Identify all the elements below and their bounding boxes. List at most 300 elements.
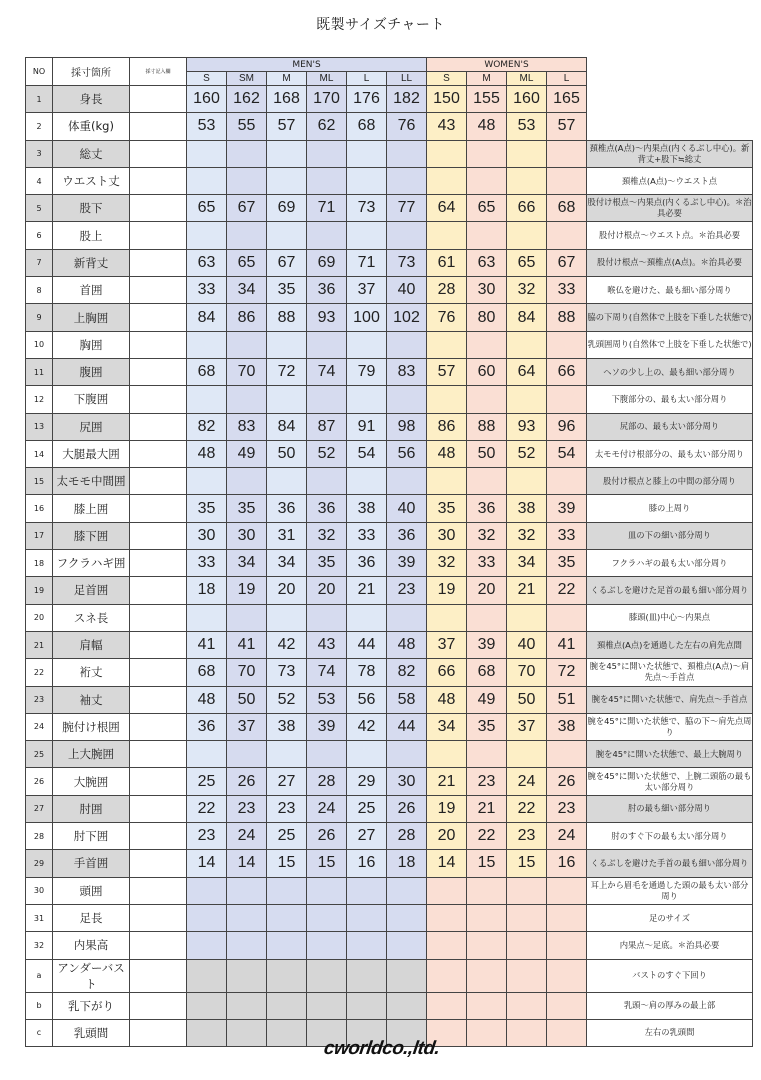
measurement-entry-cell[interactable]	[130, 522, 187, 549]
womens-size-value: 66	[427, 659, 467, 686]
header-location: 採寸箇所	[53, 58, 130, 86]
row-number: a	[26, 959, 53, 992]
womens-size-value	[507, 222, 547, 249]
mens-size-value: 30	[387, 768, 427, 795]
womens-size-value: 65	[507, 249, 547, 276]
measurement-note: 腕を45°に開いた状態で、最上大腕周り	[587, 741, 753, 768]
measurement-entry-cell[interactable]	[130, 167, 187, 194]
row-number: 21	[26, 631, 53, 658]
header-mens-size: ML	[307, 72, 347, 86]
row-number: 26	[26, 768, 53, 795]
womens-size-value: 60	[467, 358, 507, 385]
measurement-label: 内果高	[53, 932, 130, 959]
womens-size-value	[467, 604, 507, 631]
womens-size-value	[507, 959, 547, 992]
measurement-entry-cell[interactable]	[130, 850, 187, 877]
table-row	[26, 659, 753, 686]
mens-size-value: 68	[187, 659, 227, 686]
measurement-label: 大腕囲	[53, 768, 130, 795]
row-number: 14	[26, 440, 53, 467]
measurement-entry-cell[interactable]	[130, 495, 187, 522]
womens-size-value: 38	[507, 495, 547, 522]
womens-size-value: 21	[467, 795, 507, 822]
womens-size-value: 35	[467, 713, 507, 740]
mens-size-value: 67	[267, 249, 307, 276]
header-no: NO	[26, 58, 53, 86]
mens-size-value: 22	[187, 795, 227, 822]
womens-size-value: 36	[467, 495, 507, 522]
womens-size-value	[547, 932, 587, 959]
womens-size-value	[467, 992, 507, 1019]
measurement-label: 新背丈	[53, 249, 130, 276]
womens-size-value: 66	[547, 358, 587, 385]
womens-size-value	[467, 468, 507, 495]
measurement-entry-cell[interactable]	[130, 440, 187, 467]
mens-size-value	[387, 959, 427, 992]
measurement-entry-cell[interactable]	[130, 795, 187, 822]
mens-size-value: 24	[307, 795, 347, 822]
womens-size-value: 20	[427, 823, 467, 850]
measurement-note: くるぶしを避けた足首の最も細い部分周り	[587, 577, 753, 604]
mens-size-value	[267, 331, 307, 358]
mens-size-value: 30	[227, 522, 267, 549]
womens-size-value: 32	[507, 522, 547, 549]
womens-size-value	[547, 386, 587, 413]
table-row	[26, 195, 753, 222]
womens-size-value	[507, 386, 547, 413]
table-row	[26, 768, 753, 795]
measurement-entry-cell[interactable]	[130, 140, 187, 167]
mens-size-value	[227, 604, 267, 631]
womens-size-value	[427, 386, 467, 413]
measurement-label: アンダーバスト	[53, 959, 130, 992]
row-number: 3	[26, 140, 53, 167]
womens-size-value: 48	[467, 113, 507, 140]
mens-size-value	[307, 140, 347, 167]
measurement-label: 股上	[53, 222, 130, 249]
mens-size-value	[267, 604, 307, 631]
mens-size-value: 84	[267, 413, 307, 440]
table-row	[26, 413, 753, 440]
mens-size-value: 23	[267, 795, 307, 822]
mens-size-value: 83	[227, 413, 267, 440]
row-number: 31	[26, 904, 53, 931]
womens-size-value: 57	[427, 358, 467, 385]
mens-size-value	[387, 904, 427, 931]
mens-size-value	[267, 140, 307, 167]
mens-size-value	[267, 959, 307, 992]
womens-size-value: 41	[547, 631, 587, 658]
measurement-entry-cell[interactable]	[130, 932, 187, 959]
measurement-note: 喉仏を避けた、最も細い部分周り	[587, 277, 753, 304]
womens-size-value: 68	[547, 195, 587, 222]
womens-size-value	[507, 140, 547, 167]
womens-size-value	[507, 604, 547, 631]
womens-size-value	[547, 140, 587, 167]
measurement-entry-cell[interactable]	[130, 195, 187, 222]
mens-size-value	[347, 992, 387, 1019]
womens-size-value	[467, 331, 507, 358]
table-row	[26, 631, 753, 658]
measurement-entry-cell[interactable]	[130, 741, 187, 768]
mens-size-value: 55	[227, 113, 267, 140]
womens-size-value: 63	[467, 249, 507, 276]
mens-size-value: 48	[387, 631, 427, 658]
mens-size-value: 43	[307, 631, 347, 658]
measurement-note: 内果点〜足底。＊治具必要	[587, 932, 753, 959]
table-row	[26, 113, 753, 140]
mens-size-value	[347, 222, 387, 249]
table-row	[26, 932, 753, 959]
womens-size-value: 88	[467, 413, 507, 440]
mens-size-value: 23	[227, 795, 267, 822]
mens-size-value: 21	[347, 577, 387, 604]
mens-size-value: 82	[387, 659, 427, 686]
mens-size-value	[387, 604, 427, 631]
measurement-entry-cell[interactable]	[130, 823, 187, 850]
mens-size-value	[307, 222, 347, 249]
note-empty	[587, 86, 753, 113]
header-notes-spacer	[587, 72, 753, 86]
mens-size-value: 36	[387, 522, 427, 549]
measurement-entry-cell[interactable]	[130, 686, 187, 713]
mens-size-value: 42	[267, 631, 307, 658]
measurement-entry-cell[interactable]	[130, 604, 187, 631]
womens-size-value	[467, 167, 507, 194]
womens-size-value	[507, 741, 547, 768]
mens-size-value: 35	[267, 277, 307, 304]
mens-size-value: 18	[187, 577, 227, 604]
row-number: 13	[26, 413, 53, 440]
mens-size-value	[227, 877, 267, 904]
mens-size-value: 36	[267, 495, 307, 522]
mens-size-value	[267, 468, 307, 495]
company-logo: cworldco.,ltd.	[322, 1038, 441, 1059]
measurement-note: 脇の下周り(自然体で上肢を下垂した状態で)	[587, 304, 753, 331]
womens-size-value	[547, 604, 587, 631]
mens-size-value	[307, 992, 347, 1019]
womens-size-value: 23	[467, 768, 507, 795]
mens-size-value: 15	[307, 850, 347, 877]
header-womens-size: M	[467, 72, 507, 86]
row-number: 5	[26, 195, 53, 222]
womens-size-value: 54	[547, 440, 587, 467]
womens-size-value	[427, 222, 467, 249]
womens-size-value	[467, 386, 507, 413]
measurement-label: 上大腕囲	[53, 741, 130, 768]
measurement-label: 頭囲	[53, 877, 130, 904]
mens-size-value: 73	[267, 659, 307, 686]
mens-size-value: 23	[387, 577, 427, 604]
womens-size-value: 15	[507, 850, 547, 877]
mens-size-value: 82	[187, 413, 227, 440]
measurement-entry-cell[interactable]	[130, 631, 187, 658]
mens-size-value	[387, 222, 427, 249]
mens-size-value: 26	[307, 823, 347, 850]
row-number: 9	[26, 304, 53, 331]
measurement-label: フクラハギ囲	[53, 550, 130, 577]
mens-size-value: 72	[267, 358, 307, 385]
measurement-entry-cell[interactable]	[130, 877, 187, 904]
womens-size-value: 39	[547, 495, 587, 522]
measurement-entry-cell[interactable]	[130, 113, 187, 140]
header-mens-size: L	[347, 72, 387, 86]
table-row	[26, 904, 753, 931]
measurement-entry-cell[interactable]	[130, 358, 187, 385]
table-row	[26, 167, 753, 194]
row-number: 23	[26, 686, 53, 713]
mens-size-value	[187, 604, 227, 631]
header-womens-size: S	[427, 72, 467, 86]
measurement-entry-cell[interactable]	[130, 659, 187, 686]
row-number: b	[26, 992, 53, 1019]
mens-size-value	[227, 331, 267, 358]
womens-size-value	[467, 741, 507, 768]
womens-size-value	[427, 468, 467, 495]
mens-size-value: 76	[387, 113, 427, 140]
mens-size-value	[267, 904, 307, 931]
measurement-entry-cell[interactable]	[130, 86, 187, 113]
measurement-note: 乳頭〜肩の厚みの最上部	[587, 992, 753, 1019]
mens-size-value: 39	[307, 713, 347, 740]
mens-size-value	[187, 222, 227, 249]
table-row	[26, 713, 753, 740]
mens-size-value: 73	[387, 249, 427, 276]
row-number: 10	[26, 331, 53, 358]
measurement-entry-cell[interactable]	[130, 304, 187, 331]
measurement-entry-cell[interactable]	[130, 904, 187, 931]
mens-size-value	[347, 140, 387, 167]
mens-size-value	[387, 140, 427, 167]
mens-size-value	[307, 959, 347, 992]
mens-size-value	[307, 604, 347, 631]
womens-size-value	[507, 468, 547, 495]
table-row	[26, 604, 753, 631]
measurement-entry-cell[interactable]	[130, 249, 187, 276]
womens-size-value: 51	[547, 686, 587, 713]
mens-size-value: 19	[227, 577, 267, 604]
womens-size-value	[427, 140, 467, 167]
mens-size-value: 69	[267, 195, 307, 222]
womens-size-value	[427, 959, 467, 992]
measurement-entry-cell[interactable]	[130, 768, 187, 795]
mens-size-value: 68	[347, 113, 387, 140]
measurement-entry-cell[interactable]	[130, 222, 187, 249]
mens-size-value: 88	[267, 304, 307, 331]
row-number: 7	[26, 249, 53, 276]
womens-size-value: 160	[507, 86, 547, 113]
womens-size-value	[547, 959, 587, 992]
mens-size-value: 15	[267, 850, 307, 877]
mens-size-value: 65	[187, 195, 227, 222]
mens-size-value: 52	[307, 440, 347, 467]
womens-size-value: 86	[427, 413, 467, 440]
mens-size-value: 37	[347, 277, 387, 304]
measurement-note: 股付け根点〜ウエスト点。＊治具必要	[587, 222, 753, 249]
mens-size-value: 182	[387, 86, 427, 113]
mens-size-value: 74	[307, 659, 347, 686]
womens-size-value: 40	[507, 631, 547, 658]
womens-size-value: 22	[507, 795, 547, 822]
measurement-note: 肘の最も細い部分周り	[587, 795, 753, 822]
measurement-label: 足長	[53, 904, 130, 931]
mens-size-value	[187, 904, 227, 931]
mens-size-value: 25	[267, 823, 307, 850]
mens-size-value: 20	[267, 577, 307, 604]
row-number: 30	[26, 877, 53, 904]
mens-size-value	[187, 386, 227, 413]
measurement-label: 尻囲	[53, 413, 130, 440]
measurement-entry-cell[interactable]	[130, 413, 187, 440]
womens-size-value: 49	[467, 686, 507, 713]
table-row	[26, 522, 753, 549]
mens-size-value: 39	[387, 550, 427, 577]
mens-size-value: 68	[187, 358, 227, 385]
mens-size-value	[187, 140, 227, 167]
mens-size-value: 48	[187, 686, 227, 713]
womens-size-value	[467, 877, 507, 904]
measurement-entry-cell[interactable]	[130, 992, 187, 1019]
womens-size-value	[467, 932, 507, 959]
measurement-note: 乳頭囲周り(自然体で上肢を下垂した状態で)	[587, 331, 753, 358]
measurement-label: 下腹囲	[53, 386, 130, 413]
page-title: 既製サイズチャート	[316, 17, 445, 33]
mens-size-value: 38	[267, 713, 307, 740]
womens-size-value	[547, 904, 587, 931]
measurement-entry-cell[interactable]	[130, 277, 187, 304]
mens-size-value	[387, 932, 427, 959]
womens-size-value: 66	[507, 195, 547, 222]
mens-size-value: 36	[307, 495, 347, 522]
measurement-note: ヘソの少し上の、最も細い部分周り	[587, 358, 753, 385]
mens-size-value: 50	[227, 686, 267, 713]
mens-size-value	[227, 992, 267, 1019]
womens-size-value	[547, 167, 587, 194]
mens-size-value	[227, 741, 267, 768]
header-womens-size: L	[547, 72, 587, 86]
measurement-label: 総丈	[53, 140, 130, 167]
row-number: 6	[26, 222, 53, 249]
womens-size-value: 150	[427, 86, 467, 113]
mens-size-value	[387, 386, 427, 413]
womens-size-value: 165	[547, 86, 587, 113]
mens-size-value: 79	[347, 358, 387, 385]
womens-size-value: 22	[467, 823, 507, 850]
measurement-entry-cell[interactable]	[130, 331, 187, 358]
womens-size-value: 23	[547, 795, 587, 822]
mens-size-value: 53	[187, 113, 227, 140]
measurement-label: 身長	[53, 86, 130, 113]
mens-size-value: 170	[307, 86, 347, 113]
mens-size-value	[227, 932, 267, 959]
table-row	[26, 86, 753, 113]
measurement-label: 体重(kg)	[53, 113, 130, 140]
measurement-note: 下腹部分の、最も太い部分周り	[587, 386, 753, 413]
measurement-entry-cell[interactable]	[130, 959, 187, 992]
womens-size-value: 50	[467, 440, 507, 467]
mens-size-value: 30	[187, 522, 227, 549]
womens-size-value: 68	[467, 659, 507, 686]
measurement-entry-cell[interactable]	[130, 550, 187, 577]
table-row	[26, 959, 753, 992]
table-row	[26, 468, 753, 495]
size-chart-table	[25, 57, 753, 1047]
measurement-label: 足首囲	[53, 577, 130, 604]
measurement-entry-cell[interactable]	[130, 577, 187, 604]
womens-size-value: 67	[547, 249, 587, 276]
row-number: c	[26, 1019, 53, 1046]
mens-size-value	[387, 741, 427, 768]
womens-size-value: 24	[547, 823, 587, 850]
mens-size-value: 26	[387, 795, 427, 822]
table-row	[26, 577, 753, 604]
measurement-entry-cell[interactable]	[130, 468, 187, 495]
table-row	[26, 386, 753, 413]
mens-size-value: 40	[387, 495, 427, 522]
mens-size-value	[267, 932, 307, 959]
mens-size-value: 31	[267, 522, 307, 549]
measurement-label: 肩幅	[53, 631, 130, 658]
womens-size-value	[467, 959, 507, 992]
womens-size-value: 15	[467, 850, 507, 877]
measurement-note: 膝頭(皿)中心〜内果点	[587, 604, 753, 631]
mens-size-value: 98	[387, 413, 427, 440]
mens-size-value: 56	[387, 440, 427, 467]
header-notes-spacer	[587, 58, 753, 72]
womens-size-value	[507, 877, 547, 904]
mens-size-value	[307, 904, 347, 931]
womens-size-value	[467, 140, 507, 167]
mens-size-value	[227, 386, 267, 413]
mens-size-value: 87	[307, 413, 347, 440]
mens-size-value	[187, 959, 227, 992]
measurement-label: 肘下囲	[53, 823, 130, 850]
womens-size-value: 19	[427, 795, 467, 822]
header-womens-size: ML	[507, 72, 547, 86]
mens-size-value	[307, 468, 347, 495]
row-number: 1	[26, 86, 53, 113]
measurement-note: 腕を45°に開いた状態で、肩先点〜手首点	[587, 686, 753, 713]
mens-size-value: 38	[347, 495, 387, 522]
measurement-label: 首囲	[53, 277, 130, 304]
mens-size-value: 57	[267, 113, 307, 140]
womens-size-value	[547, 468, 587, 495]
womens-size-value: 84	[507, 304, 547, 331]
row-number: 27	[26, 795, 53, 822]
table-row	[26, 795, 753, 822]
womens-size-value	[427, 331, 467, 358]
womens-size-value: 37	[427, 631, 467, 658]
mens-size-value: 34	[227, 277, 267, 304]
womens-size-value: 96	[547, 413, 587, 440]
mens-size-value: 52	[267, 686, 307, 713]
mens-size-value: 63	[187, 249, 227, 276]
mens-size-value: 14	[227, 850, 267, 877]
measurement-note: 太モモ付け根部分の、最も太い部分周り	[587, 440, 753, 467]
womens-size-value	[547, 331, 587, 358]
mens-size-value: 71	[307, 195, 347, 222]
mens-size-value	[227, 468, 267, 495]
womens-size-value: 32	[507, 277, 547, 304]
womens-size-value	[427, 167, 467, 194]
womens-size-value	[547, 222, 587, 249]
measurement-entry-cell[interactable]	[130, 386, 187, 413]
mens-size-value: 20	[307, 577, 347, 604]
measurement-note: 股付け根点と膝上の中間の部分周り	[587, 468, 753, 495]
table-row	[26, 358, 753, 385]
womens-size-value	[507, 932, 547, 959]
measurement-entry-cell[interactable]	[130, 713, 187, 740]
